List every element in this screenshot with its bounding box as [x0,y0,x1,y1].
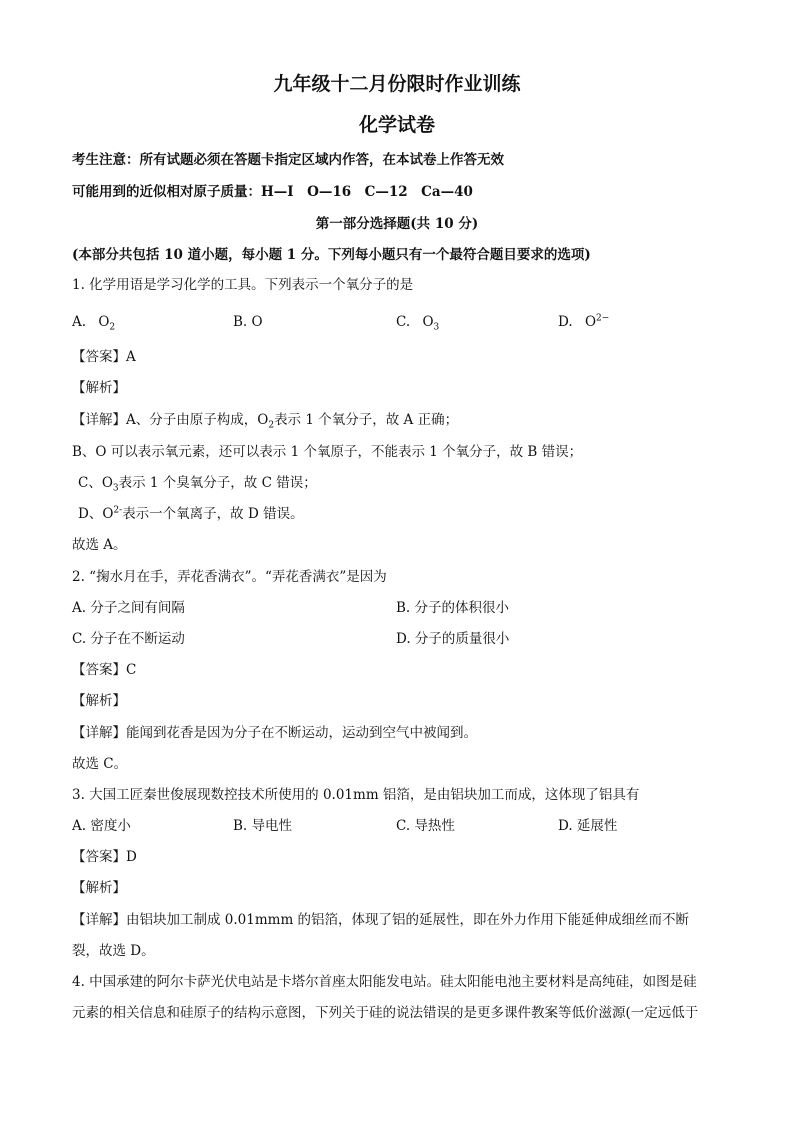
q2-stem: 2. “掬水月在手，弄花香满衣”。“弄花香满衣”是因为 [72,569,387,585]
q1-detail-3-sub: 3 [112,483,119,494]
atomic-masses-text: 可能用到的近似相对原子质量：H—I O—16 C—12 Ca—40 [72,184,473,200]
q1-option-a-formula: O [98,314,110,330]
q2-analysis: 【解析】 [72,693,126,709]
q1-detail-3 [78,474,317,492]
q1-option-a [72,313,115,331]
q2-option-b: B. 分子的体积很小 [396,600,510,616]
exam-subtitle: 化学试卷 [358,114,435,136]
q1-option-c-formula: O [422,314,434,330]
q1-option-d [558,313,609,331]
q2-option-a: A. 分子之间有间隔 [72,600,185,616]
q1-answer: 【答案】A [72,349,136,365]
notice-text: 考生注意：所有试题必须在答题卡指定区域内作答，在本试卷上作答无效 [72,152,504,168]
q1-detail-1-pre: 【详解】A、分子由原子构成，O [72,412,269,428]
q3-option-b: B. 导电性 [233,818,293,834]
q1-option-d-label: D. [558,314,573,330]
q3-answer: 【答案】D [72,849,137,865]
q1-option-c [396,313,439,331]
section-note: (本部分共包括 10 道小题，每小题 1 分。下列每小题只有一个最符合题目要求的选项) [72,247,591,263]
q1-detail-1-post: 表示 1 个氧分子，故 A 正确； [274,412,459,428]
q2-answer: 【答案】C [72,662,137,678]
q2-option-c: C. 分子在不断运动 [72,631,185,647]
q1-stem: 1. 化学用语是学习化学的工具。下列表示一个氧分子的是 [72,277,414,293]
q1-detail-3-post: 表示 1 个臭氧分子，故 C 错误； [118,475,317,491]
q3-detail-line-1: 【详解】由铝块加工制成 0.01mmm 的铝箔，体现了铝的延展性，即在外力作用下能延伸成细丝而不断 [72,912,690,928]
q1-detail-2: B、O 可以表示氧元素，还可以表示 1 个氧原子，不能表示 1 个氧分子，故 B 错误； [72,444,583,460]
q2-option-d: D. 分子的质量很小 [396,631,510,647]
q4-stem-line-2: 元素的相关信息和硅原子的结构示意图，下列关于硅的说法错误的是更多课件教案等低价滋源(一定远低于 [72,1005,699,1021]
q1-option-c-subscript: 3 [433,322,440,333]
q1-option-d-formula: O [584,314,597,330]
q1-detail-4-pre: D、O [78,506,114,522]
q3-stem: 3. 大国工匠秦世俊展现数控技术所使用的 0.01mm 铝箔，是由铝块加工而成，这体现了铝具有 [72,787,640,803]
q3-option-a: A. 密度小 [72,818,131,834]
q1-detail-1-sub: 2 [268,420,275,431]
q2-conclusion: 故选 C。 [72,756,128,772]
q3-option-d: D. 延展性 [558,818,618,834]
q1-option-a-subscript: 2 [109,322,116,333]
section-title: 第一部分选择题(共 10 分) [315,216,479,232]
q3-detail-line-2: 裂，故选 D。 [72,943,155,959]
q4-stem-line-1: 4. 中国承建的阿尔卡萨光伏电站是卡塔尔首座太阳能发电站。硅太阳能电池主要材料是高纯硅，如图是硅 [72,974,697,990]
q3-analysis: 【解析】 [72,880,126,896]
q1-option-c-label: C. [396,314,411,330]
q1-conclusion: 故选 A。 [72,537,127,553]
q1-detail-4-sup: 2- [113,505,123,516]
q2-detail: 【详解】能闻到花香是因为分子在不断运动，运动到空气中被闻到。 [72,725,477,741]
q1-option-a-label: A. [72,314,87,330]
q1-analysis: 【解析】 [72,380,126,396]
q1-detail-1 [72,411,458,429]
exam-title: 九年级十二月份限时作业训练 [273,73,521,95]
q1-detail-4 [78,505,304,523]
q1-detail-4-post: 表示一个氧离子，故 D 错误。 [122,506,304,522]
q1-option-b: B. O [233,314,263,330]
q3-option-c: C. 导热性 [396,818,455,834]
q1-option-d-superscript: 2− [596,313,610,324]
q1-detail-3-pre: C、O [78,475,113,491]
